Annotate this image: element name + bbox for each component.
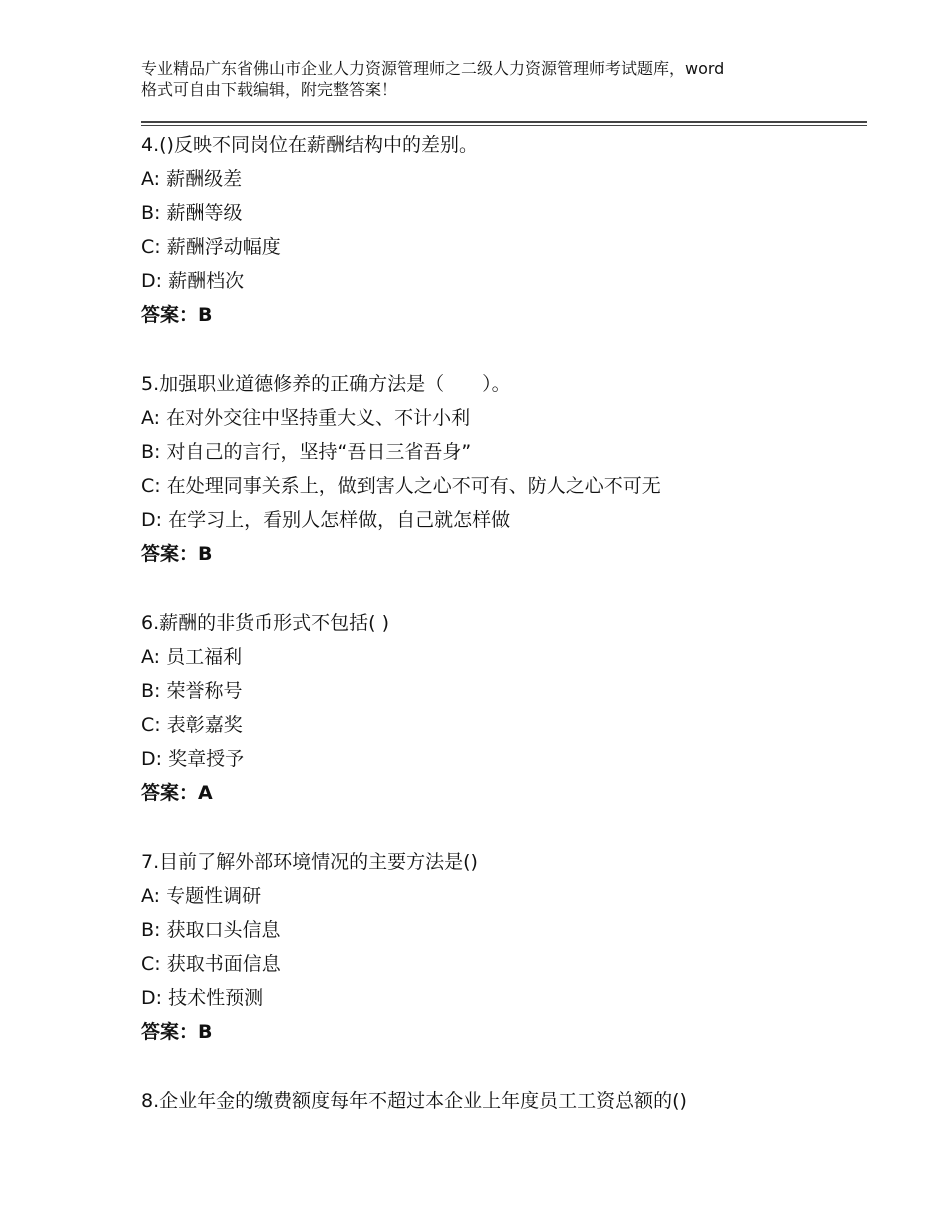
- question-block: [141, 367, 881, 571]
- spacer: [141, 1049, 881, 1084]
- option-d: D: 奖章授予: [141, 748, 245, 770]
- option-b: B: 薪酬等级: [141, 202, 243, 224]
- question-block: [141, 845, 881, 1049]
- document-header: [141, 58, 841, 100]
- option-d: D: 技术性预测: [141, 987, 264, 1009]
- option-a: A: 在对外交往中坚持重大义、不计小利: [141, 407, 471, 429]
- question-stem: 7.目前了解外部环境情况的主要方法是(): [141, 851, 478, 873]
- option-d: D: 在学习上，看别人怎样做，自己就怎样做: [141, 509, 511, 531]
- answer-line: 答案：B: [141, 1021, 213, 1043]
- option-a: A: 专题性调研: [141, 885, 262, 907]
- header-line-1: 专业精品广东省佛山市企业人力资源管理师之二级人力资源管理师考试题库，word: [141, 59, 725, 78]
- question-block: [141, 606, 881, 810]
- option-a: A: 员工福利: [141, 646, 243, 668]
- spacer: [141, 571, 881, 606]
- option-b: B: 荣誉称号: [141, 680, 243, 702]
- question-stem: 4.()反映不同岗位在薪酬结构中的差别。: [141, 134, 478, 156]
- answer-line: 答案：B: [141, 304, 213, 326]
- header-divider-thick: [141, 121, 867, 123]
- header-line-2: 格式可自由下载编辑，附完整答案！: [141, 80, 398, 99]
- option-d: D: 薪酬档次: [141, 270, 245, 292]
- option-b: B: 获取口头信息: [141, 919, 281, 941]
- answer-line: 答案：B: [141, 543, 213, 565]
- question-stem: 8.企业年金的缴费额度每年不超过本企业上年度员工工资总额的(): [141, 1090, 687, 1112]
- question-list: [141, 128, 881, 1118]
- answer-line: 答案：A: [141, 782, 213, 804]
- option-c: C: 在处理同事关系上，做到害人之心不可有、防人之心不可无: [141, 475, 661, 497]
- option-b: B: 对自己的言行，坚持“吾日三省吾身”: [141, 441, 472, 463]
- header-divider-thin: [141, 125, 867, 126]
- question-stem: 5.加强职业道德修养的正确方法是（ ）。: [141, 373, 511, 395]
- option-a: A: 薪酬级差: [141, 168, 243, 190]
- option-c: C: 表彰嘉奖: [141, 714, 243, 736]
- question-block: [141, 128, 881, 332]
- spacer: [141, 810, 881, 845]
- spacer: [141, 332, 881, 367]
- question-stem: 6.薪酬的非货币形式不包括( ): [141, 612, 389, 634]
- option-c: C: 获取书面信息: [141, 953, 281, 975]
- question-block: [141, 1084, 881, 1118]
- option-c: C: 薪酬浮动幅度: [141, 236, 281, 258]
